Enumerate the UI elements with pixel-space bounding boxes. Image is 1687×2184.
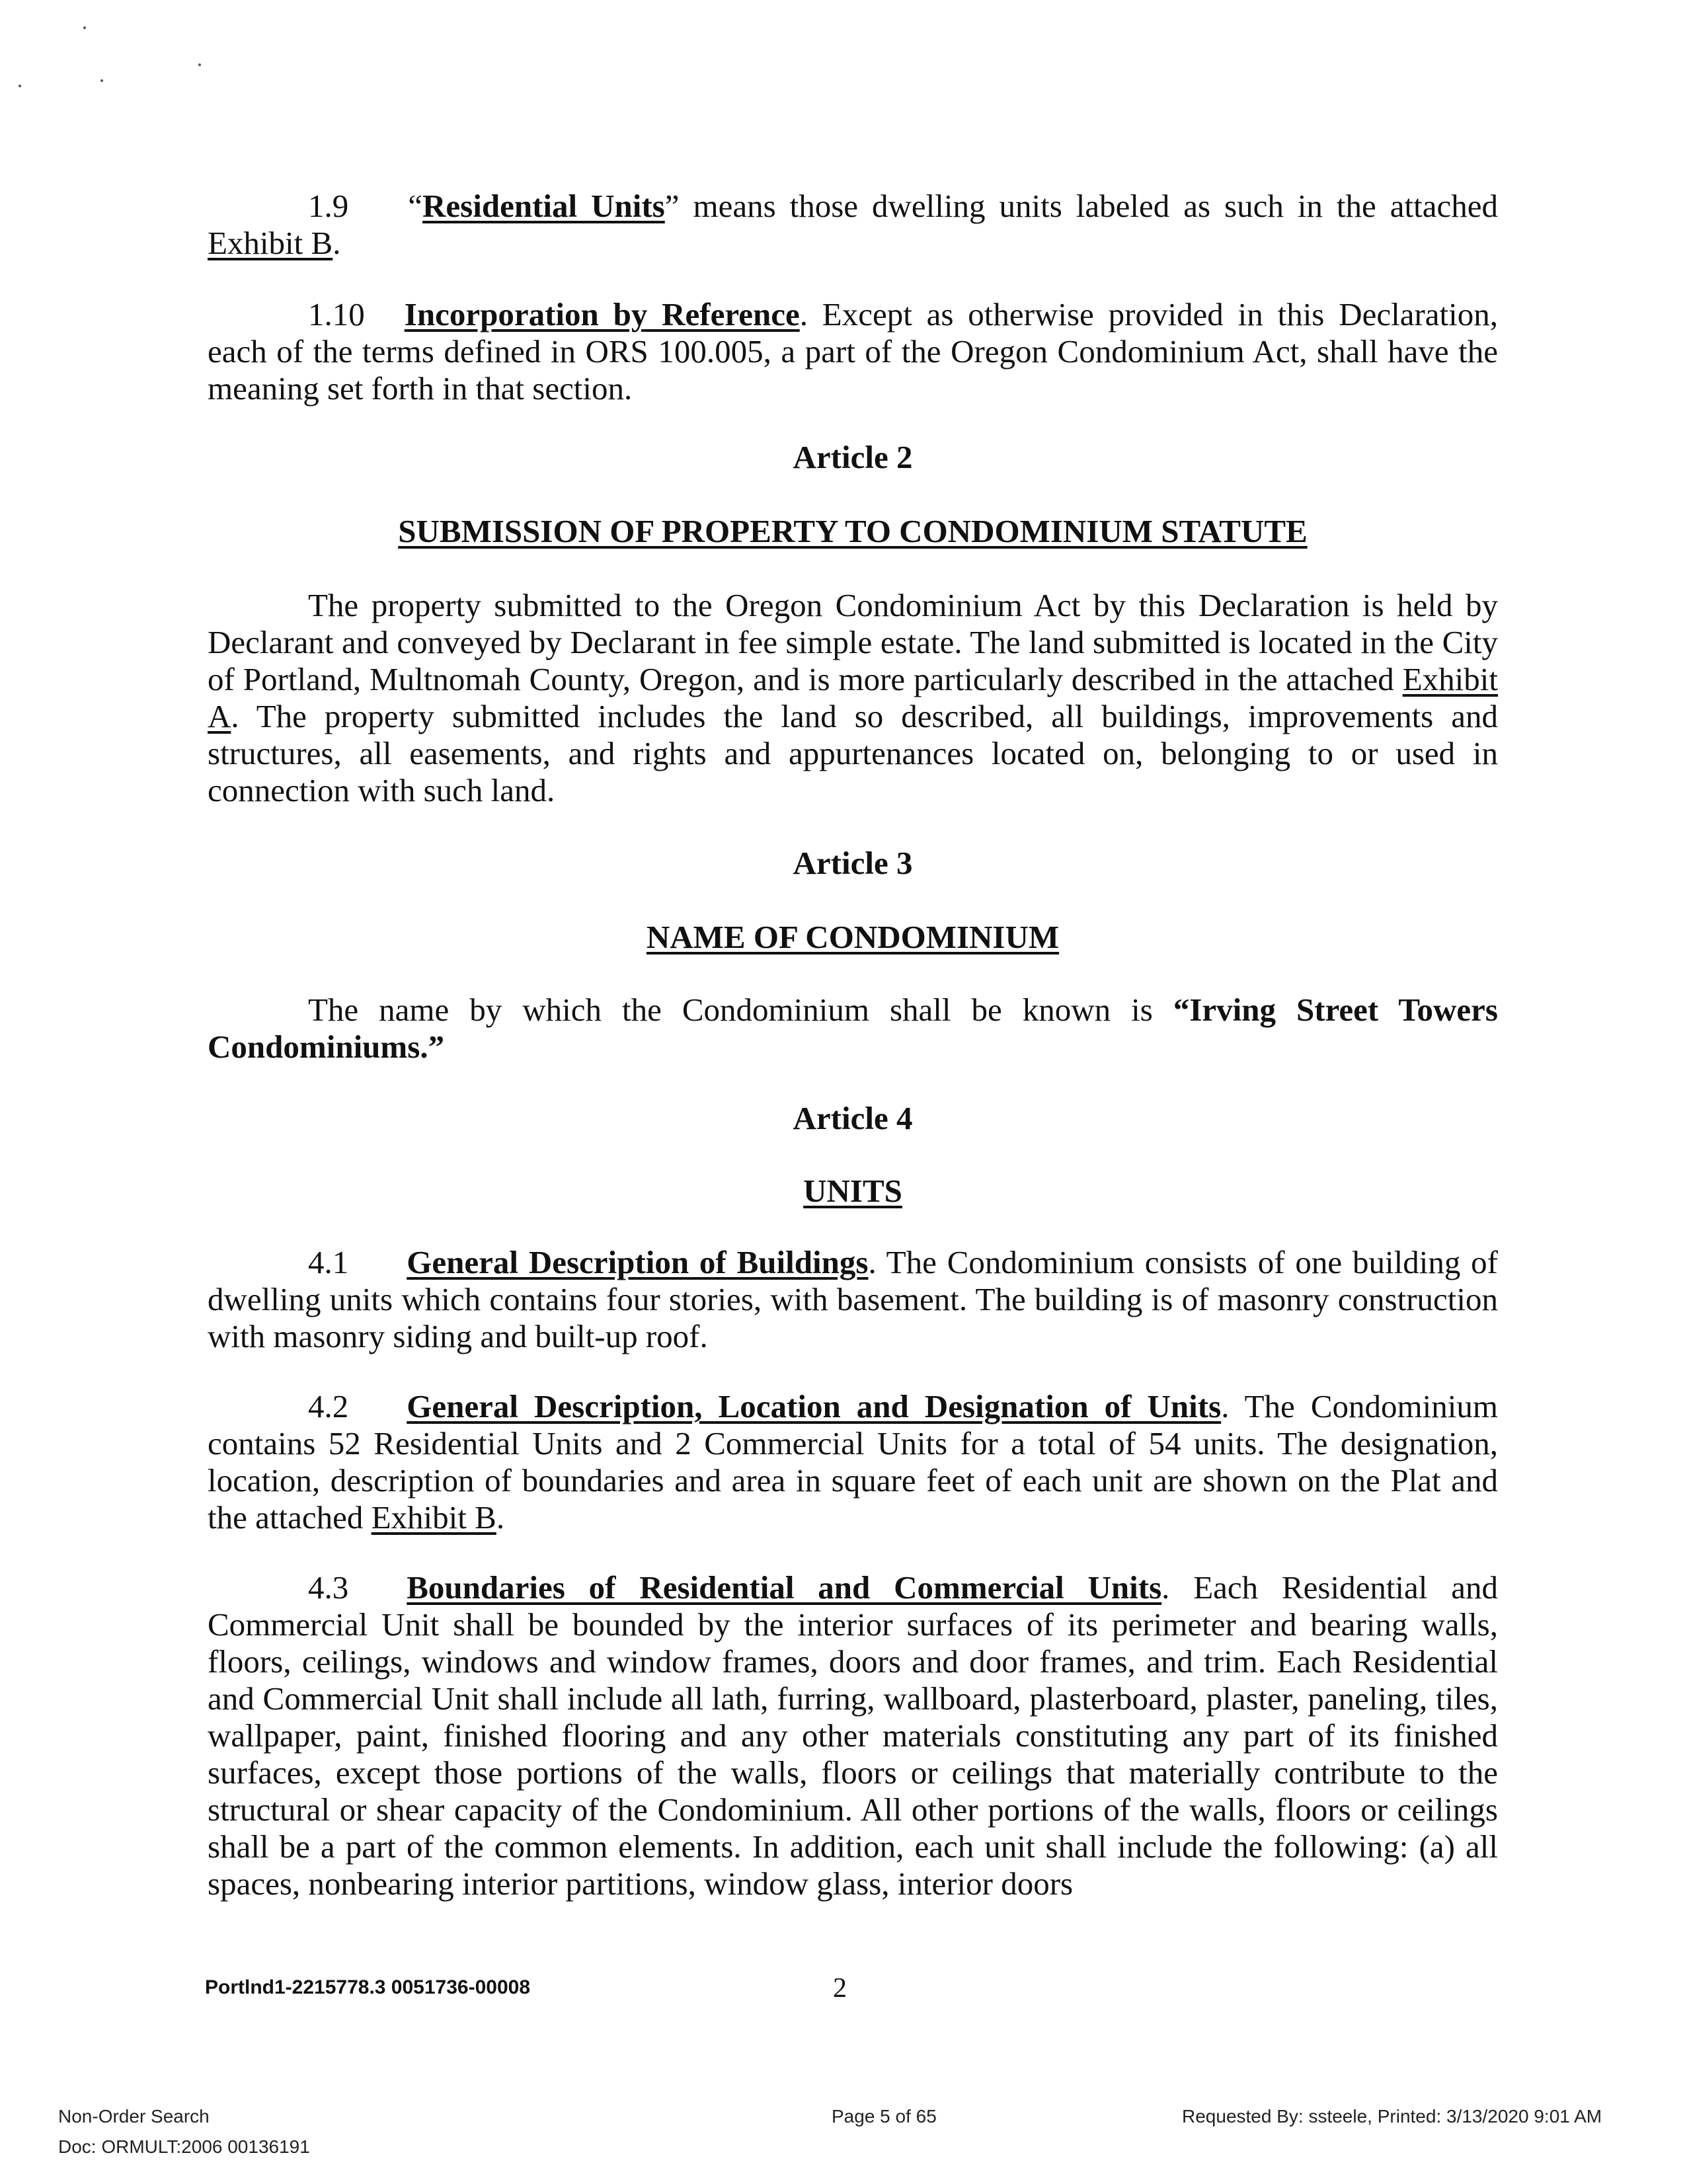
defined-term: Residential Units — [422, 188, 665, 224]
article-3-title: NAME OF CONDOMINIUM — [646, 919, 1060, 955]
exhibit-reference: Exhibit A — [208, 661, 1498, 734]
stamp-doc-id: Doc: ORMULT:2006 00136191 — [58, 2136, 310, 2157]
section-number: 4.1 — [308, 1244, 349, 1280]
exhibit-reference: Exhibit B — [371, 1499, 496, 1536]
section-4-2: 4.2 General Description, Location and Designation of Units. The Condominium contains 52 Residential Units and 2 Commercial Units for a total of 54 units. The designation, location, description of boundaries and area in square feet of each unit are shown on the Plat and the attached Exhibit B. — [208, 1388, 1498, 1536]
stamp-page-count: Page 5 of 65 — [832, 2106, 937, 2126]
article-2-body: The property submitted to the Oregon Condominium Act by this Declaration is held by Declarant and conveyed by Declarant in fee simple estate. The land submitted is located in the City of Portland, Multnomah County, Oregon, and is more particularly described in the attached Exhibit A. The property submitted includes the land so described, all buildings, improvements and structures, all easements, and rights and appurtenances located on, belonging to or used in connection with such land. — [208, 587, 1498, 808]
scan-speck — [198, 63, 201, 66]
section-4-3: 4.3 Boundaries of Residential and Commercial Units. Each Residential and Commercial Unit shall be bounded by the interior surfaces of its perimeter and bearing walls, floors, ceilings, windows and window frames, doors and door frames, and trim. Each Residential and Commercial Unit shall include all lath, furring, wallboard, plasterboard, plaster, paneling, tiles, wallpaper, paint, finished flooring and any other materials constituting any part of its finished surfaces, except those portions of the walls, floors or ceilings that materially contribute to the structural or shear capacity of the Condominium. All other portions of the walls, floors or ceilings shall be a part of the common elements. In addition, each unit shall include the following: (a) all spaces, nonbearing interior partitions, window glass, interior doors — [208, 1569, 1498, 1902]
document-reference: Portlnd1-2215778.3 0051736-00008 — [205, 1976, 531, 1998]
article-4-label: Article 4 — [793, 1100, 913, 1136]
scan-speck — [83, 26, 86, 29]
section-number: 4.3 — [308, 1569, 349, 1606]
article-3-label: Article 3 — [793, 845, 913, 881]
scan-speck — [100, 79, 103, 82]
exhibit-reference: Exhibit B — [208, 225, 333, 261]
scan-speck — [19, 85, 21, 87]
article-2-label: Article 2 — [793, 439, 913, 475]
section-1-9: 1.9 “Residential Units” means those dwelling units labeled as such in the attached Exhibit B. — [208, 188, 1498, 261]
defined-term: Boundaries of Residential and Commercial Units — [407, 1569, 1162, 1606]
article-3-body: The name by which the Condominium shall be known is “Irving Street Towers Condominiums.” — [208, 992, 1498, 1065]
section-number: 1.10 — [308, 296, 365, 332]
condominium-name: “Irving Street Towers Condominiums.” — [208, 992, 1498, 1065]
defined-term: Incorporation by Reference — [404, 296, 800, 332]
defined-term: General Description of Buildings — [407, 1244, 869, 1280]
article-4-title: UNITS — [803, 1173, 902, 1209]
section-number: 4.2 — [308, 1388, 349, 1424]
section-1-10: 1.10 Incorporation by Reference. Except as otherwise provided in this Declaration, each of the terms defined in ORS 100.005, a part of the Oregon Condominium Act, shall have the meaning set forth in that section. — [208, 296, 1498, 407]
section-number: 1.9 — [308, 188, 349, 224]
stamp-search-type: Non-Order Search — [58, 2106, 210, 2126]
stamp-requested-by: Requested By: ssteele, Printed: 3/13/2020 9:01 AM — [1182, 2106, 1602, 2126]
article-2-title: SUBMISSION OF PROPERTY TO CONDOMINIUM STATUTE — [398, 513, 1308, 549]
page-number: 2 — [833, 1973, 847, 2004]
defined-term: General Description, Location and Designation of Units — [407, 1388, 1222, 1424]
section-4-1: 4.1 General Description of Buildings. The Condominium consists of one building of dwelling units which contains four stories, with basement. The building is of masonry construction with masonry siding and built-up roof. — [208, 1244, 1499, 1354]
